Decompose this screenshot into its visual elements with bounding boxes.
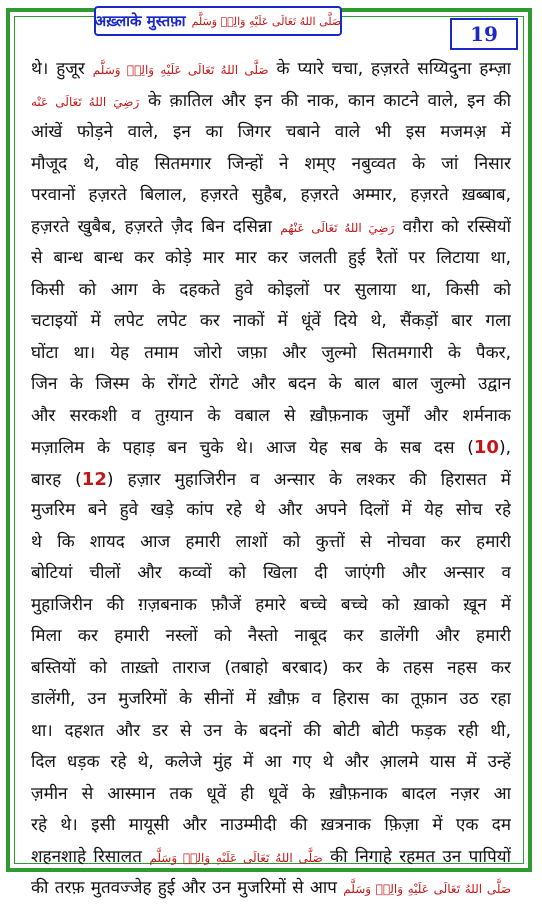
line-text: की निगाहे रहमत उन पापियों xyxy=(330,846,511,867)
line-text: डालेंगी, उन मुजरिमों के सीनों में ख़ौफ़ व हिरास का तूफ़ान उठ रहा xyxy=(31,689,511,709)
radi-anhu-honorific: رَضِيَ اللهُ تَعَالَى عَنْه xyxy=(31,94,140,109)
line-text: वग़ैरा को रस्सियों xyxy=(402,216,511,237)
text-line xyxy=(31,338,511,370)
text-line xyxy=(31,369,511,401)
salawat-honorific: صَلَّى اللهُ تَعَالَى عَلَيْهِ وَالِهٖ وَسَلَّم xyxy=(343,882,511,896)
line-text: ज़मीन से आस्मान तक धूवें ही धूवें के ख़ौफ़नाक बादल नज़र आ xyxy=(31,783,511,804)
text-line xyxy=(31,621,511,653)
number-twelve: 12 xyxy=(81,468,107,490)
text-line xyxy=(31,180,511,212)
line-text: ), xyxy=(498,438,511,458)
line-text: किसी को आग के दहकते हुवे कोइलों पर सुलाया था, किसी को xyxy=(31,279,511,300)
line-text: मज़ालिम के पहाड़ बन चुके थे। आज येह सब के सब दस ( xyxy=(31,438,474,458)
salawat-honorific: صَلَّى اللهُ تَعَالَى عَلَيْهِ وَالِهٖ وَسَلَّم xyxy=(92,63,269,77)
text-line xyxy=(31,401,511,433)
line-text: बोटियां चीलों और कव्वों को खिला दी जाएंगी और अन्सार व xyxy=(31,563,511,583)
text-line xyxy=(31,779,511,811)
text-line xyxy=(31,86,511,118)
line-text: आंखें फोड़ने वाले, इन का जिगर चबाने वाले भी इस मजमअ़ में xyxy=(31,122,511,142)
line-text: मुजरिम बने हुवे खड़े कांप रहे थे और अपने दिलों में येह सोच रहे xyxy=(31,500,511,520)
text-line xyxy=(31,842,511,874)
text-line xyxy=(31,527,511,559)
line-text: के प्यारे चचा, हज़रते सय्यिदुना हम्ज़ा xyxy=(276,59,511,79)
text-line xyxy=(31,212,511,244)
line-text: रहे थे। इसी मायूसी और नाउम्मीदी की ख़त्रनाक फ़िज़ा में एक दम xyxy=(31,815,511,835)
text-line xyxy=(31,810,511,842)
line-text: शहनशाहे रिसालत xyxy=(31,846,142,867)
text-line xyxy=(31,243,511,275)
line-text: मौजूद थे, वोह सितमगार जिन्हों ने शम्ए नबुव्वत के जां निसार xyxy=(31,153,511,174)
number-ten: 10 xyxy=(473,437,499,458)
line-text: थे। हुजूर xyxy=(31,59,85,79)
salawat-honorific: صَلَّى اللهُ تَعَالَى عَلَيْهِ وَالِهٖ وَسَلَّم xyxy=(149,850,323,865)
text-line xyxy=(31,54,511,86)
line-text: ) हज़ार मुहाजिरीन व अन्सार के लश्कर की हिरासत में xyxy=(106,469,511,490)
text-line xyxy=(31,464,511,496)
text-line xyxy=(31,495,511,527)
line-text: मुहाजिरीन की ग़ज़बनाक फ़ौजें हमारे बच्चे बच्चे को ख़ाको ख़ून में xyxy=(31,594,511,615)
text-line xyxy=(31,117,511,149)
line-text: मिला कर हमारी नस्लों को नैस्तो नाबूद कर डालेंगी और हमारी xyxy=(31,626,511,646)
book-title-box xyxy=(94,6,342,36)
page-number: 19 xyxy=(470,22,498,46)
line-text: की तरफ़ मुतवज्जेह हुई और उन मुजरिमों से आप xyxy=(31,878,337,898)
line-text: हज़रते खुबैब, हज़रते ज़ैद बिन दसिन्ना xyxy=(31,216,272,237)
line-text: बस्तियों को ताख़्तो ताराज (तबाहो बरबाद) कर के तहस नहस कर xyxy=(31,657,511,678)
line-text: घोंटा था। येह तमाम जोरो जफ़ा और जुल्मो सितमगारी के पैकर, xyxy=(31,342,511,363)
line-text: और सरकशी व तुग़्यान के वबाल से ख़ौफ़नाक जुर्मों और शर्मनाक xyxy=(31,405,511,426)
text-line xyxy=(31,747,511,779)
book-title: अख़्लाके मुस्तफ़ा xyxy=(94,12,186,30)
text-line xyxy=(31,716,511,748)
line-text: बारह ( xyxy=(31,469,82,490)
text-line xyxy=(31,432,511,464)
text-line xyxy=(31,653,511,685)
text-line xyxy=(31,275,511,307)
text-line xyxy=(31,684,511,716)
text-line xyxy=(31,306,511,338)
title-salawat: صَلَّى اللهُ تَعَالَى عَلَيْهِ وَالِهٖ وَسَلَّم xyxy=(191,14,342,28)
line-text: थे कि शायद आज हमारी लाशों को कुत्तों से नोचवा कर हमारी xyxy=(31,531,511,552)
page-number-box xyxy=(450,18,518,50)
text-line xyxy=(31,590,511,622)
text-line xyxy=(31,149,511,181)
radi-anhum-honorific: رَضِيَ اللهُ تَعَالَى عَنْهُم xyxy=(280,220,395,235)
text-line xyxy=(31,873,511,905)
line-text: दिल धड़क रहे थे, कलेजे मुंह में आ गए थे और आ़लमे यास में उन्हें xyxy=(31,752,511,772)
line-text: के क़ातिल और इन की नाक, कान काटने वाले, इन की xyxy=(147,90,511,111)
line-text: जिन के जिस्म के रोंगटे रोंगटे और बदन के बाल बाल जुल्मो उद्वान xyxy=(31,374,511,394)
text-line xyxy=(31,558,511,590)
body-text xyxy=(31,54,511,905)
line-text: से बान्ध बान्ध कर कोड़े मार मार कर जलती हुई रैतों पर लिटाया था, xyxy=(31,248,511,268)
line-text: परवानों हज़रते बिलाल, हज़रते सुहैब, हज़रते अम्मार, हज़रते ख़ब्बाब, xyxy=(31,185,511,205)
line-text: चटाइयों में लपेट लपेट कर नाकों में धूंवें दिये थे, सैंकड़ों बार गला xyxy=(31,311,511,331)
line-text: था। दहशत और डर से उन के बदनों की बोटी बोटी फड़क रही थी, xyxy=(31,720,511,741)
